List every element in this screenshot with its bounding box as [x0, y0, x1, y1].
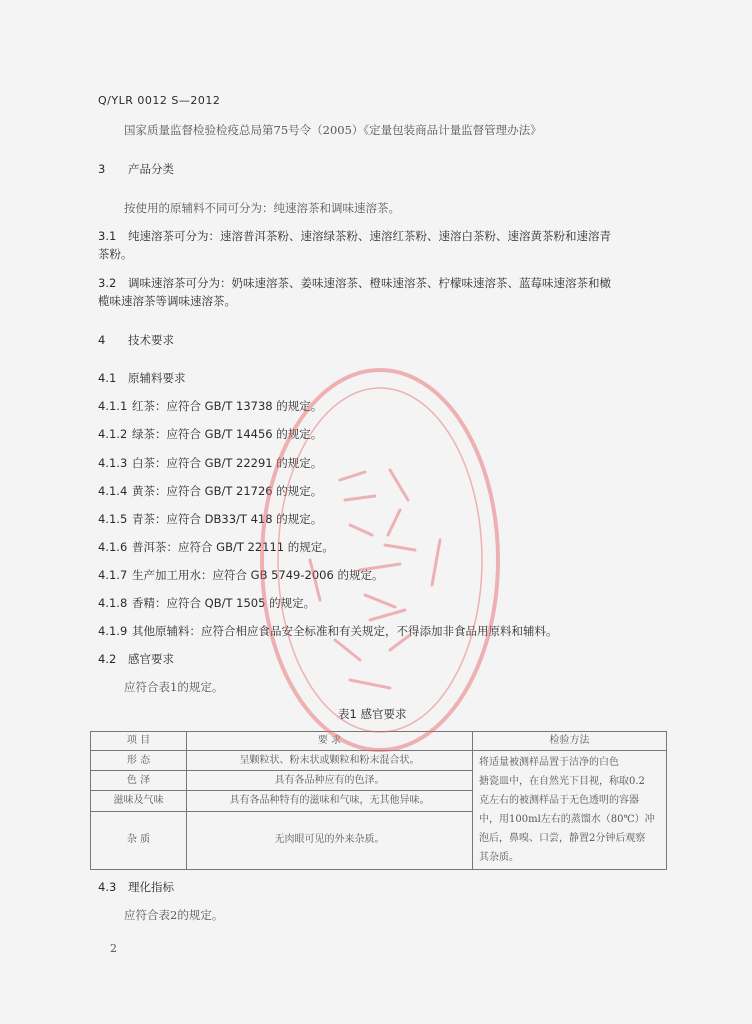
document-id: Q/YLR 0012 S—2012: [98, 94, 221, 107]
section-3-heading: [98, 160, 174, 178]
item-number: 4.1.4: [98, 484, 128, 498]
section-number: 4: [98, 333, 106, 347]
table-header-row: [91, 732, 667, 751]
company-seal-stamp: [250, 360, 510, 760]
item-text: 红茶：应符合 GB/T 13738 的规定。: [132, 399, 323, 413]
paragraph-3-1: [98, 227, 611, 245]
method-line: 搪瓷皿中，在自然光下目视，称取0.2: [479, 776, 645, 787]
table-cell-method: [473, 751, 667, 870]
paragraph-text: 调味速溶茶可分为：奶味速溶茶、姜味速溶茶、橙味速溶茶、柠檬味速溶茶、蓝莓味速溶茶和橄: [128, 276, 611, 290]
item-number: 4.1.7: [98, 568, 128, 582]
table-caption: 表1 感官要求: [338, 707, 407, 721]
item-text: 青茶：应符合 DB33/T 418 的规定。: [132, 512, 323, 526]
item-text: 白茶：应符合 GB/T 22291 的规定。: [132, 456, 323, 470]
list-item: [98, 510, 322, 528]
column-header: 要 求: [187, 732, 473, 751]
reference-line: 国家质量监督检验检疫总局第75号令（2005）《定量包装商品计量监督管理办法》: [124, 123, 542, 137]
subsection-4-3-text: 应符合表2的规定。: [124, 908, 224, 922]
item-number: 4.1.5: [98, 512, 128, 526]
subsection-title: 原辅料要求: [128, 371, 186, 385]
method-line: 克左右的被测样品于无色透明的容器: [479, 795, 639, 806]
table-cell-requirement: 无肉眼可见的外来杂质。: [187, 811, 473, 869]
item-text: 普洱茶：应符合 GB/T 22111 的规定。: [132, 540, 334, 554]
subsection-title: 理化指标: [128, 880, 174, 894]
item-text: 其他原辅料：应符合相应食品安全标准和有关规定，不得添加非食品用原料和辅料。: [132, 624, 558, 638]
item-number: 4.1.6: [98, 540, 128, 554]
subsection-4-2-heading: [98, 650, 174, 668]
table-cell-requirement: 具有各品种特有的滋味和气味，无其他异味。: [187, 791, 473, 811]
paragraph-number: 3.1: [98, 229, 117, 243]
table-cell-item: 色 泽: [91, 771, 187, 791]
page-number: 2: [110, 942, 117, 955]
list-item: [98, 538, 334, 556]
method-line: 其杂质。: [479, 852, 519, 863]
section-3-intro: 按使用的原辅料不同可分为：纯速溶茶和调味速溶茶。: [124, 201, 400, 215]
table-row: [91, 751, 667, 771]
section-number: 3: [98, 162, 106, 176]
item-text: 香精：应符合 QB/T 1505 的规定。: [132, 596, 316, 610]
list-item: [98, 622, 558, 640]
paragraph-3-2: [98, 274, 611, 292]
table-cell-item: 杂 质: [91, 811, 187, 869]
paragraph-3-2-continuation: 榄味速溶茶等调味速溶茶。: [98, 294, 236, 308]
paragraph-number: 3.2: [98, 276, 117, 290]
paragraph-3-1-continuation: 茶粉。: [98, 247, 133, 261]
item-number: 4.1.2: [98, 427, 128, 441]
item-number: 4.1.8: [98, 596, 128, 610]
table-cell-item: 滋味及气味: [91, 791, 187, 811]
column-header: 项 目: [91, 732, 187, 751]
item-number: 4.1.3: [98, 456, 128, 470]
list-item: [98, 397, 322, 415]
table-cell-requirement: 呈颗粒状、粉末状或颗粒和粉末混合状。: [187, 751, 473, 771]
paragraph-text: 纯速溶茶可分为：速溶普洱茶粉、速溶绿茶粉、速溶红茶粉、速溶白茶粉、速溶黄茶粉和速溶青: [128, 229, 611, 243]
list-item: [98, 454, 322, 472]
section-title: 技术要求: [128, 333, 174, 347]
subsection-number: 4.1: [98, 371, 117, 385]
method-line: 将适量被测样品置于洁净的白色: [479, 757, 619, 768]
list-item: [98, 566, 383, 584]
item-number: 4.1.9: [98, 624, 128, 638]
column-header: 检验方法: [473, 732, 667, 751]
table-cell-requirement: 具有各品种应有的色泽。: [187, 771, 473, 791]
list-item: [98, 594, 315, 612]
item-number: 4.1.1: [98, 399, 128, 413]
item-text: 黄茶：应符合 GB/T 21726 的规定。: [132, 484, 323, 498]
subsection-title: 感官要求: [128, 652, 174, 666]
subsection-number: 4.3: [98, 880, 117, 894]
table-cell-item: 形 态: [91, 751, 187, 771]
subsection-number: 4.2: [98, 652, 117, 666]
section-4-heading: [98, 331, 174, 349]
subsection-4-1-heading: [98, 369, 186, 387]
sensory-requirements-table: [90, 731, 667, 870]
list-item: [98, 425, 322, 443]
subsection-4-3-heading: [98, 878, 174, 896]
list-item: [98, 482, 322, 500]
method-line: 中，用100ml左右的蒸馏水（80℃）冲: [479, 814, 655, 825]
method-line: 泡后，鼻嗅、口尝，静置2分钟后观察: [479, 833, 646, 844]
item-text: 绿茶：应符合 GB/T 14456 的规定。: [132, 427, 323, 441]
section-title: 产品分类: [128, 162, 174, 176]
item-text: 生产加工用水：应符合 GB 5749-2006 的规定。: [132, 568, 384, 582]
subsection-4-2-text: 应符合表1的规定。: [124, 680, 224, 694]
